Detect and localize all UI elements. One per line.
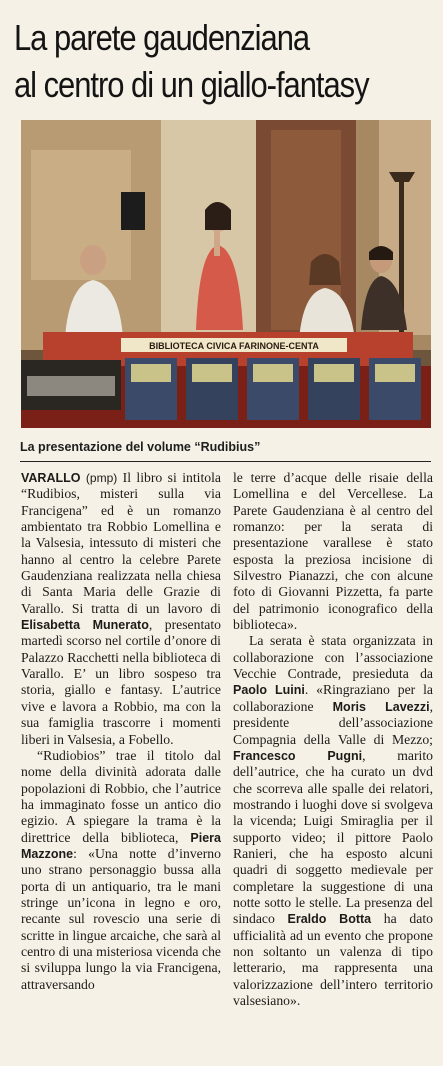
text-run: , marito dell’autrice, che ha curato un dvd che scorreva alle spalle dei relatori, mostrando i luoghi dove si svolgeva la vicenda; Luigi Smiraglia per il supporto video; il pittore Paolo Ranieri, che ha esposto alcuni quadri di soggetto medievale per completare la suggestione di una notte sotto le stelle. La presenza del sindaco bbox=[233, 747, 433, 927]
paragraph bbox=[21, 470, 221, 748]
person-name: Eraldo Botta bbox=[287, 912, 372, 927]
paragraph: le terre d’acque delle risaie della Lomellina e del Vercellese. La Parete Gaudenziana è al centro del romanzo: per la serata di presentazione varallese è stato esposta la preziosa incisione di Silvestro Pianazzi, che con alcune foto di Giovanni Pizzetta, fa parte del patrimonio iconografico della biblioteca». bbox=[233, 470, 433, 633]
text-run: Il libro si intitola “Rudibios, misteri sulla via Francigena” ed è un romanzo ambientato tra Robbio Lomellina e la Valsesia, intessuto di misteri che hanno al centro la celebre Parete Gaudenziana realizzata nella chiesa di Santa Maria delle Grazie di Varallo. Si tratta di un lavoro di bbox=[21, 470, 221, 616]
photo-illustration bbox=[21, 120, 431, 428]
text-run: : «Una notte d’inverno uno strano personaggio bussa alla porta di un antiquario, tra le mani stringe un’icona in legno e oro, recante sul rovescio una serie di scritte in lingue arcaiche, che sarà al centro di una misteriosa vicenda che si sviluppa lungo la via Francigena, attraversando bbox=[21, 845, 221, 992]
text-run: ha dato ufficialità ad un evento che propone non soltanto un valenza di tipo letterario, ma rappresenta una valorizzazione dell’intero territorio valsesiano». bbox=[233, 911, 433, 1008]
caption-divider bbox=[20, 461, 431, 462]
article-column-2 bbox=[233, 470, 433, 1009]
person-name: Paolo Luini bbox=[233, 683, 305, 698]
paragraph bbox=[233, 633, 433, 1009]
headline-line-1: La parete gaudenziana bbox=[14, 17, 310, 58]
text-run: , presentato martedì scorso nel cortile d’onore di Palazzo Racchetti nella biblioteca di Varallo. E’ un libro sospeso tra storia, giallo e fantasy. L’autrice vive e lavora a Robbio, ma con la sua famiglia trascorre i momenti liberi in Valsesia, a Fobello. bbox=[21, 617, 221, 747]
headline bbox=[14, 14, 373, 108]
person-name: Francesco Pugni bbox=[233, 748, 363, 763]
photo-banner-text: BIBLIOTECA CIVICA FARINONE-CENTA bbox=[149, 341, 319, 351]
paragraph bbox=[21, 748, 221, 993]
dateline: VARALLO bbox=[21, 471, 81, 485]
person-name: Elisabetta Munerato bbox=[21, 618, 149, 633]
text-run: “Rudiobios” trae il titolo dal nome della divinità adorata dalle popolazioni di Robbio, che l’autrice ha immaginato fosse un antico dio egizio. A spiegare la trama è la direttrice della biblioteca, bbox=[21, 747, 221, 845]
person-name: Moris Lavezzi bbox=[332, 699, 430, 714]
article-column-1 bbox=[21, 470, 221, 993]
article-photo bbox=[21, 120, 431, 428]
photo-caption: La presentazione del volume “Rudibius” bbox=[20, 440, 261, 454]
text-run: La serata è stata organizzata in collaborazione con l’associazione Vecchie Contrade, presieduta da bbox=[233, 633, 433, 682]
headline-line-2: al centro di un giallo-fantasy bbox=[14, 64, 369, 105]
author-initials: (pmp) bbox=[85, 471, 118, 485]
person-name: Piera Mazzone bbox=[21, 830, 221, 861]
text-run: , presidente dell’associazione Compagnia della Valle di Mezzo; bbox=[233, 698, 433, 747]
text-run: . «Ringraziano per la collaborazione bbox=[233, 682, 434, 714]
